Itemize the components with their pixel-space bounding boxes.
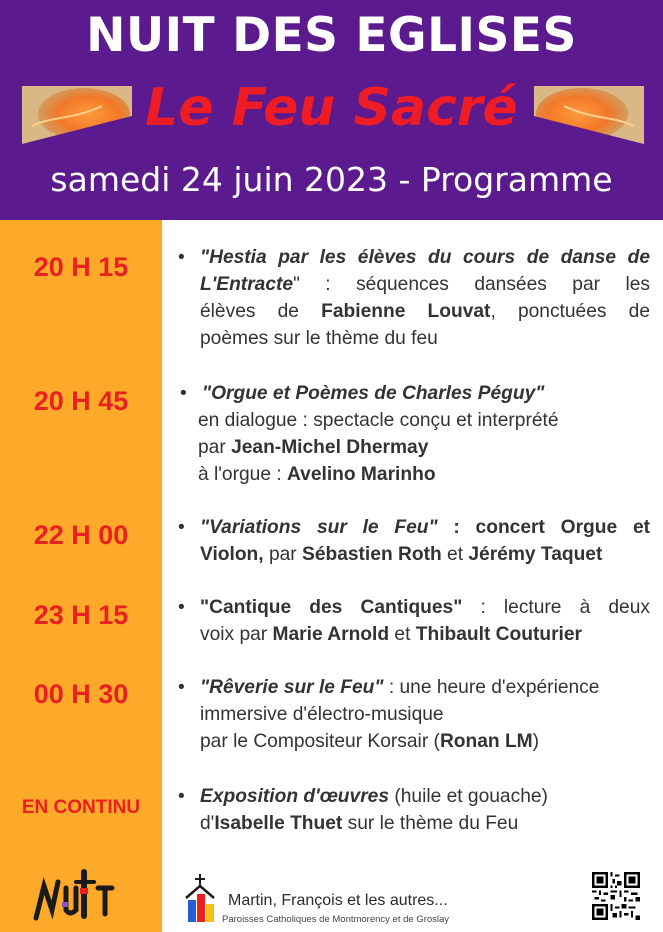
item-text: Violon, [200,544,264,565]
item-text: sur le thème du Feu [342,813,519,834]
item-text: : concert Orgue et [437,517,651,538]
bullet-icon: • [178,786,185,807]
item-text: immersive d'électro-musique [200,704,444,725]
time-slot-1: 20 H 15 [33,252,129,282]
program-item-5 [178,674,650,755]
parish-subtitle: Paroisses Catholiques de Montmorency et de Groslay [222,914,450,925]
item-text: et [389,624,416,645]
performer-name: Jean-Michel Dhermay [231,437,429,458]
performer-name: Sébastien Roth [302,544,442,565]
time-slot-2: 20 H 45 [33,386,129,416]
program-item-4 [178,594,650,648]
item-text: par [198,437,232,458]
program-item-2 [180,380,652,488]
performer-name: Ronan LM [439,731,533,752]
performer-name: Thibault Couturier [415,624,583,645]
item-text: : une heure d'expérience [383,677,600,698]
bullet-icon: • [178,517,185,538]
item-text: (huile et gouache) [389,786,548,807]
item-text: et [441,544,469,565]
parish-name: Martin, François et les autres... [228,892,448,909]
item-text: par le Compositeur Korsair ( [200,731,440,752]
time-slot-4: 23 H 15 [33,600,129,630]
bullet-icon: • [178,247,185,268]
item-title: "Orgue et Poèmes de Charles Péguy" [202,383,545,404]
item-title-cont: L'Entracte [200,274,294,295]
performer-name: Jérémy Taquet [468,544,603,565]
bullet-icon: • [178,677,185,698]
bullet-icon: • [180,383,187,404]
nuit-logo [22,858,122,922]
event-subtitle: Le Feu Sacré [145,78,518,138]
item-title: "Hestia par les élèves du cours de danse de [200,247,650,268]
item-text: à l'orgue : [198,464,287,485]
item-text: par [263,544,303,565]
performer-name: Fabienne Louvat [321,301,491,322]
artist-name: Isabelle Thuet [214,813,343,834]
item-text: élèves de [200,301,322,322]
program-item-1 [178,244,650,352]
item-title: "Rêverie sur le Feu" [200,677,384,698]
item-title: Exposition d'œuvres [200,786,389,807]
item-title: "Cantique des Cantiques" [200,597,463,618]
item-text: poèmes sur le thème du feu [200,328,438,349]
schedule-sidebar [0,220,162,932]
item-text: " : séquences dansées par les [293,274,650,295]
church-icon [180,874,220,924]
item-text: , ponctuées de [490,301,651,322]
time-slot-6: EN CONTINU [21,797,141,818]
program-item-6 [178,783,650,837]
item-text: d' [200,813,215,834]
time-slot-5: 00 H 30 [33,679,129,709]
page-title: NUIT DES EGLISES [86,8,577,63]
item-title: "Variations sur le Feu" [200,517,438,538]
item-text: voix par [200,624,273,645]
time-slot-3: 22 H 00 [33,520,129,550]
performer-name: Marie Arnold [272,624,390,645]
item-text: ) [532,731,540,752]
event-date: samedi 24 juin 2023 - Programme [50,160,613,199]
header-banner [0,0,663,220]
bullet-icon: • [178,597,185,618]
organist-name: Avelino Marinho [287,464,436,485]
item-text: : lecture à deux [462,597,650,618]
item-text: en dialogue : spectacle conçu et interprété [198,410,559,431]
program-item-3 [178,514,650,568]
qr-code-icon[interactable] [592,872,640,920]
